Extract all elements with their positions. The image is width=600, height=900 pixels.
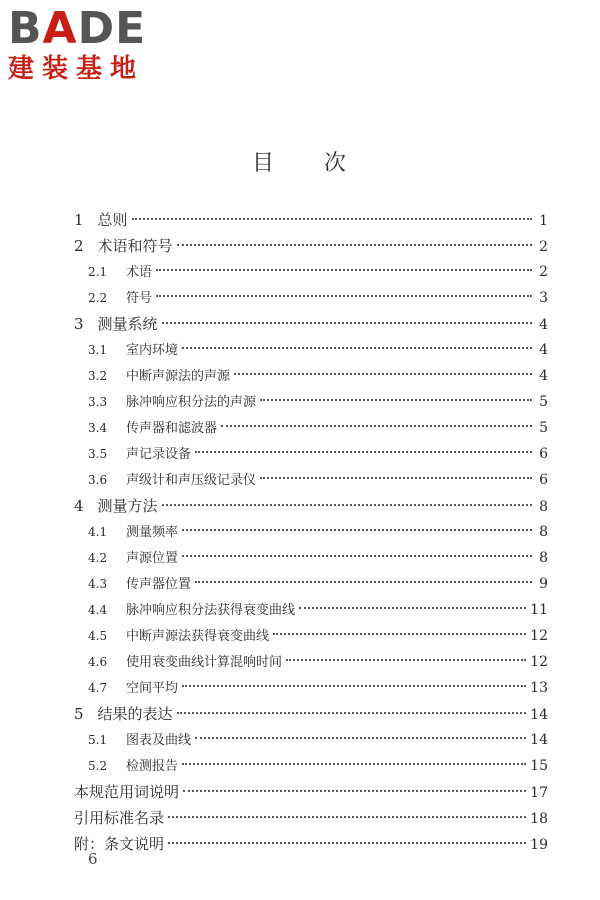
- toc-dot-leader: [182, 763, 526, 765]
- toc-chapter-entry[interactable]: [74, 207, 548, 233]
- toc-entry-page: 19: [530, 837, 548, 853]
- toc-entry-label: 中断声源法的声源: [126, 369, 231, 384]
- toc-section-entry[interactable]: [88, 285, 548, 311]
- toc-entry-page: 14: [530, 732, 548, 748]
- toc-dot-leader: [260, 477, 532, 479]
- toc-entry-page: 4: [539, 317, 548, 333]
- toc-chapter-entry[interactable]: [74, 831, 548, 857]
- toc-dot-leader: [183, 790, 526, 792]
- toc-dot-leader: [168, 842, 526, 844]
- toc-entry-page: 15: [530, 758, 548, 774]
- toc-entry-label: 引用标准名录: [74, 809, 165, 827]
- toc-dot-leader: [162, 504, 532, 506]
- toc-entry-label: 检测报告: [126, 759, 179, 774]
- toc-entry-number: 4.6: [88, 655, 108, 669]
- toc-entry-label: 中断声源法获得衰变曲线: [126, 629, 270, 644]
- toc-entry-page: 6: [539, 446, 548, 462]
- toc-entry-page: 8: [539, 550, 548, 566]
- toc-dot-leader: [234, 373, 532, 375]
- toc-entry-label: 声级计和声压级记录仪: [126, 473, 257, 488]
- toc-chapter-entry[interactable]: [74, 779, 548, 805]
- toc-section-entry[interactable]: [88, 259, 548, 285]
- toc-entry-number: 1: [74, 211, 84, 229]
- toc-section-entry[interactable]: [88, 363, 548, 389]
- toc-dot-leader: [162, 322, 532, 324]
- toc-chapter-entry[interactable]: [74, 233, 548, 259]
- toc-entry-number: 4.7: [88, 681, 108, 695]
- toc-dot-leader: [299, 607, 526, 609]
- toc-dot-leader: [132, 218, 532, 220]
- toc-entry-number: 2.1: [88, 265, 108, 279]
- toc-section-entry[interactable]: [88, 623, 548, 649]
- page-number: 6: [88, 850, 98, 868]
- toc-entry-number: 5.2: [88, 759, 108, 773]
- toc-entry-page: 4: [539, 342, 548, 358]
- toc-dot-leader: [182, 347, 532, 349]
- toc-entry-number: 3.6: [88, 473, 108, 487]
- toc-entry-number: 5: [74, 705, 84, 723]
- page-title-left: 目: [251, 151, 276, 176]
- toc-dot-leader: [177, 244, 532, 246]
- toc-dot-leader: [195, 451, 532, 453]
- toc-dot-leader: [177, 712, 527, 714]
- toc-entry-page: 8: [539, 499, 548, 515]
- toc-dot-leader: [182, 685, 526, 687]
- toc-entry-label: 使用衰变曲线计算混响时间: [126, 655, 283, 670]
- toc-section-entry[interactable]: [88, 597, 548, 623]
- toc-entry-label: 术语: [126, 265, 153, 280]
- toc-entry-label: 室内环境: [126, 343, 179, 358]
- toc-entry-number: 5.1: [88, 733, 108, 747]
- toc-entry-page: 2: [539, 264, 548, 280]
- toc-entry-page: 18: [530, 811, 548, 827]
- toc-entry-page: 8: [539, 524, 548, 540]
- toc-entry-label: 测量方法: [97, 497, 158, 515]
- toc-entry-page: 12: [530, 628, 548, 644]
- toc-entry-label: 空间平均: [126, 681, 179, 696]
- toc-entry-label: 图表及曲线: [126, 733, 192, 748]
- toc-entry-number: 3.4: [88, 421, 108, 435]
- toc-entry-number: 2.2: [88, 291, 108, 305]
- toc-entry-page: 14: [530, 707, 548, 723]
- toc-chapter-entry[interactable]: [74, 805, 548, 831]
- toc-entry-page: 12: [530, 654, 548, 670]
- toc-entry-label: 附：条文说明: [74, 835, 165, 853]
- toc-section-entry[interactable]: [88, 337, 548, 363]
- toc-dot-leader: [221, 425, 532, 427]
- toc-section-entry[interactable]: [88, 441, 548, 467]
- toc-entry-page: 2: [539, 239, 548, 255]
- toc-dot-leader: [195, 581, 532, 583]
- toc-dot-leader: [195, 737, 526, 739]
- toc-entry-label: 总则: [97, 211, 128, 229]
- toc-entry-page: 11: [530, 602, 548, 618]
- toc-entry-page: 3: [539, 290, 548, 306]
- toc-entry-label: 声记录设备: [126, 447, 192, 462]
- toc-entry-number: 4.5: [88, 629, 108, 643]
- toc-section-entry[interactable]: [88, 727, 548, 753]
- toc-entry-label: 术语和符号: [97, 237, 173, 255]
- toc-entry-label: 测量系统: [97, 315, 158, 333]
- toc-section-entry[interactable]: [88, 753, 548, 779]
- toc-entry-number: 4: [74, 497, 84, 515]
- toc-entry-label: 脉冲响应积分法获得衰变曲线: [126, 603, 296, 618]
- toc-entry-page: 13: [530, 680, 548, 696]
- toc-section-entry[interactable]: [88, 675, 548, 701]
- toc-entry-label: 本规范用词说明: [74, 783, 180, 801]
- toc-entry-label: 声源位置: [126, 551, 179, 566]
- toc-entry-label: 传声器和滤波器: [126, 421, 218, 436]
- toc-section-entry[interactable]: [88, 467, 548, 493]
- toc-entry-number: 4.3: [88, 577, 108, 591]
- toc-section-entry[interactable]: [88, 519, 548, 545]
- toc-section-entry[interactable]: [88, 571, 548, 597]
- page-title: [0, 146, 600, 177]
- toc-section-entry[interactable]: [88, 389, 548, 415]
- toc-entry-page: 6: [539, 472, 548, 488]
- toc-dot-leader: [182, 529, 532, 531]
- toc-entry-page: 5: [539, 420, 548, 436]
- toc-chapter-entry[interactable]: [74, 701, 548, 727]
- toc-dot-leader: [156, 269, 532, 271]
- toc-entry-number: 3: [74, 315, 84, 333]
- toc-entry-label: 测量频率: [126, 525, 179, 540]
- toc-entry-label: 结果的表达: [97, 705, 173, 723]
- toc-entry-label: 符号: [126, 291, 153, 306]
- toc-entry-page: 1: [539, 213, 548, 229]
- toc-dot-leader: [273, 633, 526, 635]
- toc-dot-leader: [182, 555, 532, 557]
- toc-entry-number: 3.3: [88, 395, 108, 409]
- toc-entry-page: 4: [539, 368, 548, 384]
- toc-entry-number: 3.1: [88, 343, 108, 357]
- toc-entry-number: 3.2: [88, 369, 108, 383]
- toc-entry-number: 3.5: [88, 447, 108, 461]
- toc-entry-number: 4.2: [88, 551, 108, 565]
- toc-entry-page: 17: [530, 785, 548, 801]
- toc-chapter-entry[interactable]: [74, 493, 548, 519]
- toc-dot-leader: [168, 816, 526, 818]
- toc-section-entry[interactable]: [88, 415, 548, 441]
- toc-entry-label: 传声器位置: [126, 577, 192, 592]
- logo-wordmark: BADE: [8, 3, 147, 54]
- toc-chapter-entry[interactable]: [74, 311, 548, 337]
- toc-entry-page: 5: [539, 394, 548, 410]
- toc-entry-number: 2: [74, 237, 84, 255]
- toc-dot-leader: [286, 659, 526, 661]
- toc-entry-label: 脉冲响应积分法的声源: [126, 395, 257, 410]
- toc-section-entry[interactable]: [88, 545, 548, 571]
- logo-subtitle: 建装基地: [8, 54, 145, 84]
- toc-entry-number: 4.4: [88, 603, 108, 617]
- toc-entry-number: 4.1: [88, 525, 108, 539]
- page-title-right: 次: [324, 151, 349, 176]
- bade-logo: [8, 3, 176, 84]
- toc-entry-page: 9: [539, 576, 548, 592]
- toc-dot-leader: [260, 399, 532, 401]
- toc-section-entry[interactable]: [88, 649, 548, 675]
- toc-dot-leader: [156, 295, 532, 297]
